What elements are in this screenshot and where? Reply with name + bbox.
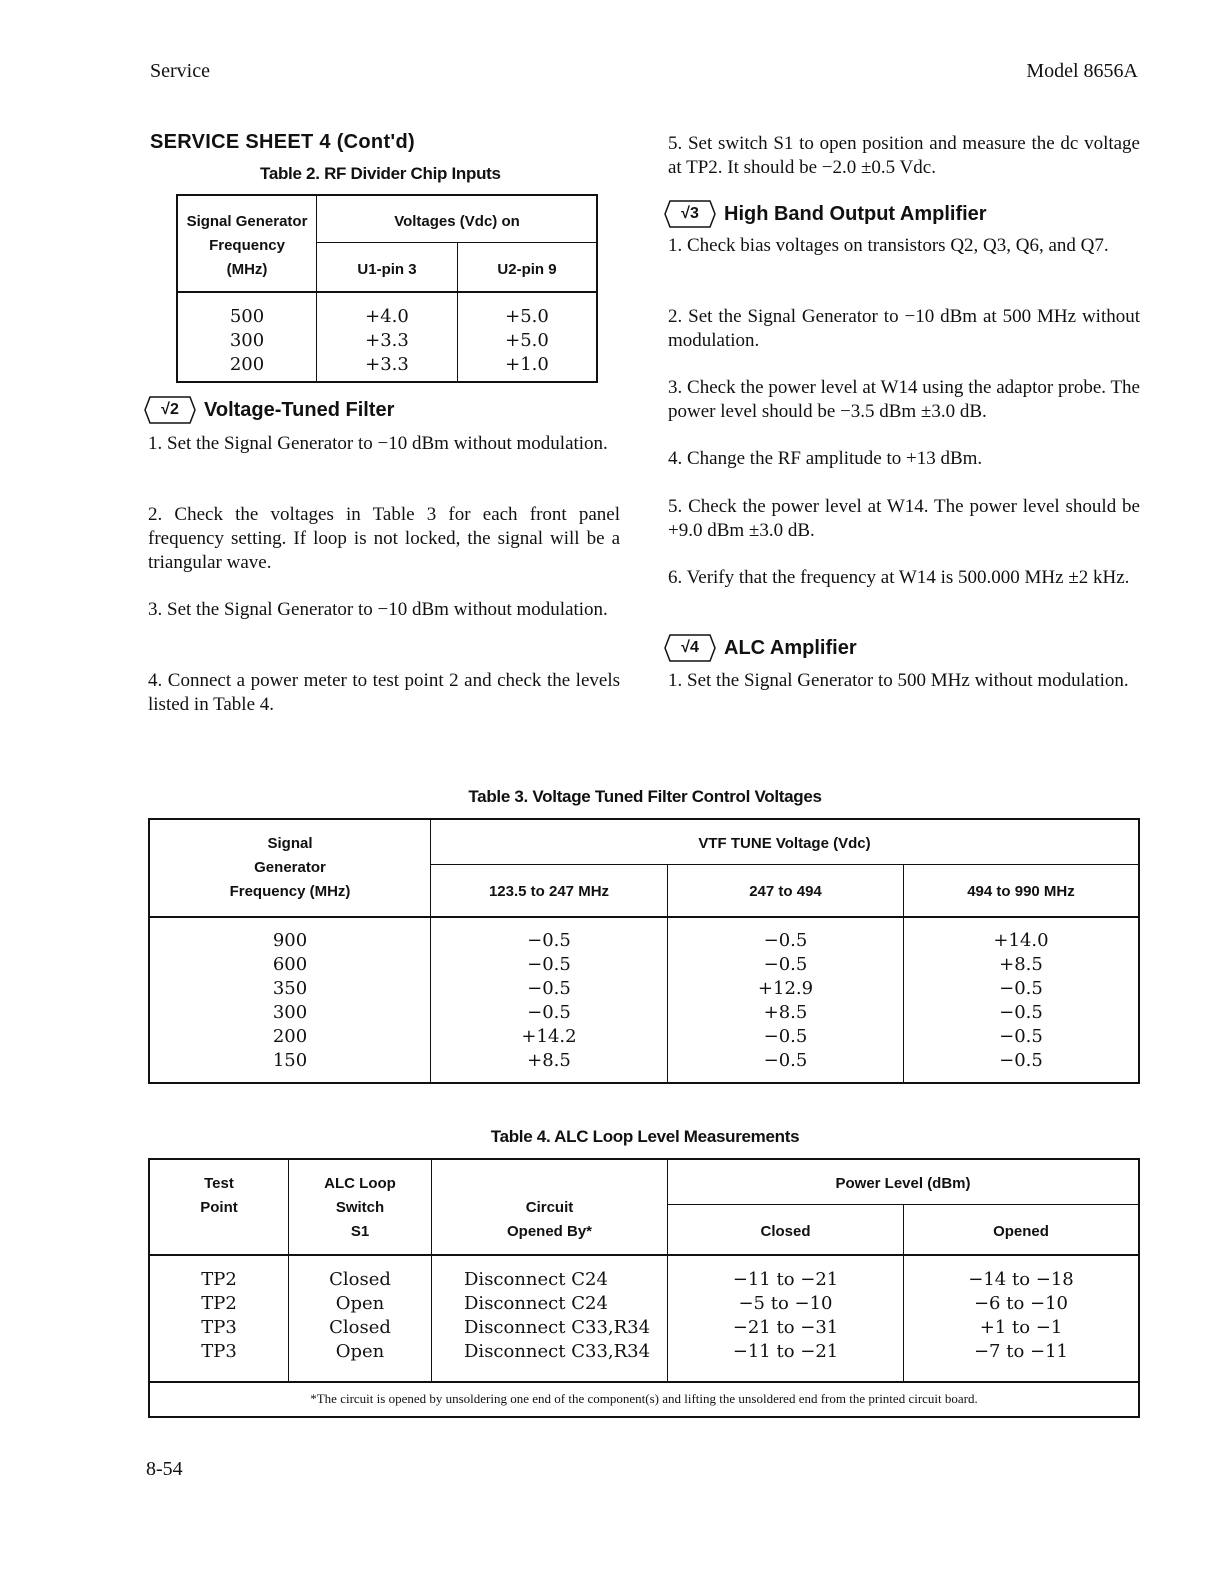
table-cell: +5.0 (505, 306, 549, 327)
table-cell: +8.5 (527, 1050, 571, 1071)
v3-step-4: 4. Change the RF amplitude to +13 dBm. (668, 448, 983, 469)
table2-caption: Table 2. RF Divider Chip Inputs (260, 164, 501, 183)
v3-step-1: 1. Check bias voltages on transistors Q2, Q3, Q6, and Q7. (668, 235, 1109, 256)
table-cell: −0.5 (999, 978, 1043, 999)
section-v2-title: Voltage-Tuned Filter (204, 398, 395, 421)
table-cell: −0.5 (527, 954, 571, 975)
right-step-5: 5. Set switch S1 to open position and measure the dc voltage at TP2. It should be −2.0 ±0.5 Vdc. (668, 133, 1140, 178)
table4-caption: Table 4. ALC Loop Level Measurements (490, 1127, 800, 1146)
table-cell: −0.5 (763, 930, 808, 951)
table-cell: +3.3 (365, 330, 409, 351)
v3-step-2: 2. Set the Signal Generator to −10 dBm at 500 MHz without modulation. (668, 306, 1140, 351)
v4-step-1: 1. Set the Signal Generator to 500 MHz without modulation. (668, 670, 1129, 691)
v2-step-3: 3. Set the Signal Generator to −10 dBm without modulation. (148, 599, 608, 620)
table-cell: 200 (229, 354, 265, 375)
table-cell: Disconnect C33,R34 (464, 1341, 651, 1362)
table3-col-3 (904, 929, 1138, 1073)
table-cell: +12.9 (757, 978, 814, 999)
table-cell: +8.5 (999, 954, 1043, 975)
table-cell: +14.2 (521, 1026, 577, 1047)
table-cell: Open (335, 1293, 385, 1314)
table-cell: −21 to −31 (732, 1317, 839, 1338)
table3-header-freq: Signal Generator Frequency (MHz) (229, 835, 351, 900)
sheet-title: SERVICE SHEET 4 (Cont'd) (150, 131, 415, 153)
table-cell: 300 (272, 1002, 308, 1023)
table-cell: Closed (329, 1317, 391, 1338)
table-cell: 500 (229, 306, 265, 327)
v2-step-4: 4. Connect a power meter to test point 2 and check the levels listed in Table 4. (148, 670, 620, 715)
table4-col-circuit (464, 1268, 667, 1364)
table-cell: −0.5 (999, 1026, 1043, 1047)
table4-subheader-opened: Opened (993, 1223, 1049, 1240)
table-cell: +14.0 (993, 930, 1049, 951)
v3-step-3: 3. Check the power level at W14 using the adaptor probe. The power level should be −3.5 dBm ±3.0 dB. (668, 377, 1140, 422)
table-cell: +1 to −1 (979, 1317, 1063, 1338)
v2-step-2: 2. Check the voltages in Table 3 for each front panel frequency setting. If loop is not locked, the signal will be a triangular wave. (148, 504, 620, 573)
table-cell: +1.0 (505, 354, 549, 375)
page-number: 8-54 (146, 1458, 183, 1480)
table-cell: −6 to −10 (973, 1293, 1069, 1314)
section-v2-heading (144, 396, 394, 424)
table4-header-test-point: Test Point (200, 1175, 238, 1216)
table-cell: −0.5 (999, 1002, 1043, 1023)
table2 (176, 194, 598, 384)
table-cell: −0.5 (527, 1002, 571, 1023)
table-cell: −14 to −18 (968, 1269, 1074, 1290)
v3-step-6: 6. Verify that the frequency at W14 is 500.000 MHz ±2 kHz. (668, 567, 1130, 588)
table-cell: 900 (272, 930, 308, 951)
table4-col-tp (150, 1268, 288, 1364)
table3-col-freq (150, 929, 430, 1073)
table2-col-freq (178, 305, 316, 377)
table2-subheader-u1: U1-pin 3 (357, 261, 417, 278)
table2-subheader-u2: U2-pin 9 (497, 261, 557, 278)
table2-col-u1 (317, 305, 457, 377)
table3-subheader-3: 494 to 990 MHz (967, 883, 1075, 900)
table2-header-freq: Signal Generator Frequency (MHz) (186, 213, 308, 278)
table4-group-header: Power Level (dBm) (835, 1175, 971, 1192)
table4-subheader-closed: Closed (760, 1223, 811, 1240)
check-tag-icon: √2 (144, 396, 196, 424)
check-tag-icon: √3 (664, 200, 716, 228)
table-cell: +3.3 (365, 354, 409, 375)
table4-col-closed (668, 1268, 903, 1364)
table-cell: +8.5 (763, 1002, 808, 1023)
table3-col-2 (668, 929, 903, 1073)
table-cell: Closed (329, 1269, 391, 1290)
table3-subheader-1: 123.5 to 247 MHz (488, 883, 610, 900)
v2-step-1: 1. Set the Signal Generator to −10 dBm without modulation. (148, 433, 608, 454)
table2-group-header: Voltages (Vdc) on (394, 213, 520, 230)
table4 (148, 1158, 1140, 1420)
table-cell: +4.0 (365, 306, 409, 327)
table4-footnote: *The circuit is opened by unsoldering one end of the component(s) and lifting the unsoldered end from the printed circuit board. (310, 1391, 978, 1406)
section-v3-heading (664, 200, 987, 228)
table-cell: TP2 (201, 1269, 237, 1290)
table4-col-switch (289, 1268, 431, 1364)
section-v4-title: ALC Amplifier (724, 636, 857, 659)
table3 (148, 818, 1140, 1086)
table-cell: Disconnect C33,R34 (464, 1317, 651, 1338)
table2-col-u2 (458, 305, 596, 377)
table3-col-1 (431, 929, 667, 1073)
table-cell: 200 (272, 1026, 308, 1047)
running-header-right: Model 8656A (1026, 60, 1138, 82)
table-cell: TP3 (201, 1341, 237, 1362)
table-cell: −11 to −21 (732, 1341, 839, 1362)
table4-header-switch: ALC Loop Switch S1 (324, 1175, 396, 1240)
table-cell: Disconnect C24 (464, 1269, 608, 1290)
table-cell: 150 (272, 1050, 308, 1071)
table-cell: +5.0 (505, 330, 549, 351)
table-cell: −7 to −11 (973, 1341, 1069, 1362)
v3-step-5: 5. Check the power level at W14. The power level should be +9.0 dBm ±3.0 dB. (668, 496, 1140, 541)
table-cell: −0.5 (527, 930, 571, 951)
running-header-left: Service (150, 60, 210, 82)
table-cell: Disconnect C24 (464, 1293, 608, 1314)
table-cell: −0.5 (527, 978, 571, 999)
table-cell: −5 to −10 (738, 1293, 833, 1314)
table-cell: 350 (272, 978, 308, 999)
section-v4-heading (664, 634, 857, 662)
table4-col-opened (904, 1268, 1138, 1364)
table-cell: 300 (229, 330, 265, 351)
table-cell: −0.5 (763, 954, 808, 975)
table3-caption: Table 3. Voltage Tuned Filter Control Voltages (468, 787, 822, 806)
check-tag-icon: √4 (664, 634, 716, 662)
table4-header-circuit: Circuit Opened By* (506, 1199, 593, 1240)
table-cell: 600 (272, 954, 308, 975)
table-cell: −0.5 (763, 1026, 808, 1047)
table-cell: TP2 (201, 1293, 237, 1314)
section-v3-title: High Band Output Amplifier (724, 202, 987, 225)
table-cell: −11 to −21 (732, 1269, 839, 1290)
table3-subheader-2: 247 to 494 (749, 883, 822, 900)
table3-group-header: VTF TUNE Voltage (Vdc) (698, 835, 871, 852)
table-cell: −0.5 (763, 1050, 808, 1071)
table-cell: −0.5 (999, 1050, 1043, 1071)
table-cell: Open (335, 1341, 385, 1362)
table-cell: TP3 (201, 1317, 237, 1338)
